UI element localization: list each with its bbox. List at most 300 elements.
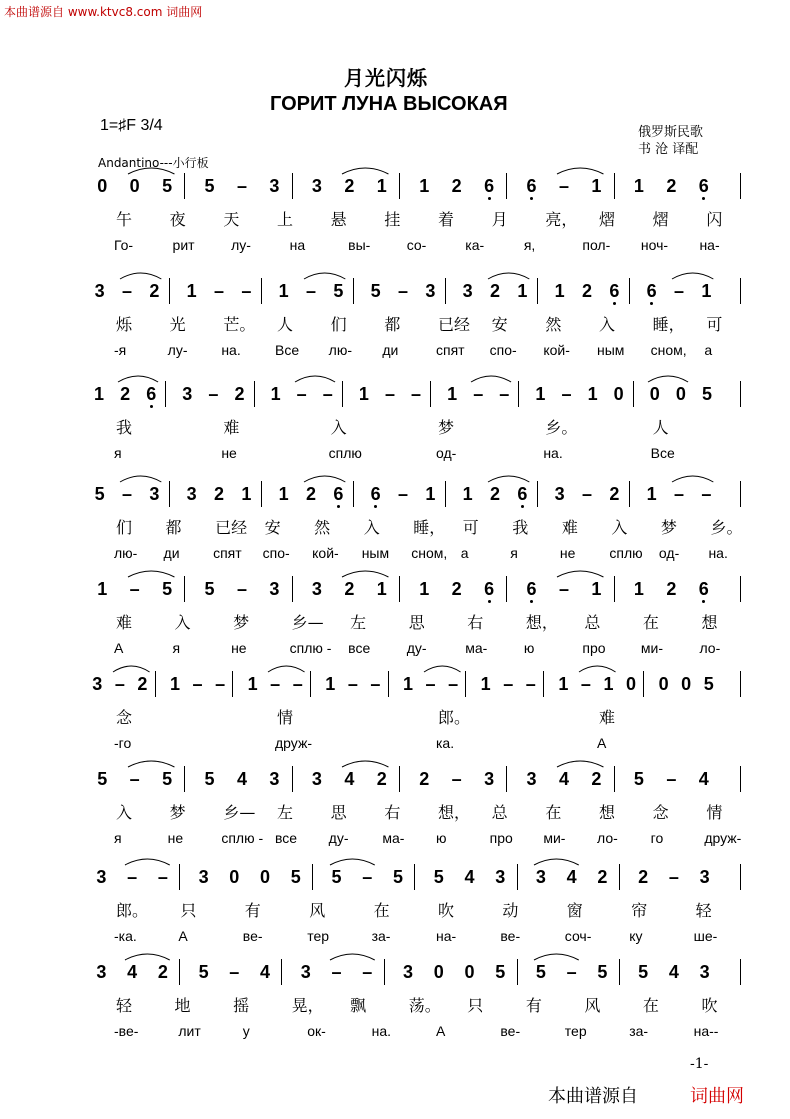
lyric-russian: ло- xyxy=(597,830,618,846)
note xyxy=(375,175,389,197)
tempo-marking: Andantino---小行板 xyxy=(98,156,209,170)
note-digit: 3 xyxy=(92,674,103,694)
bar-line xyxy=(399,173,400,199)
note xyxy=(589,578,603,600)
note xyxy=(698,866,712,888)
note-digit: 5 xyxy=(162,579,173,599)
note-digit: 3 xyxy=(699,962,710,982)
note-digit: 1 xyxy=(376,579,387,599)
note-digit: 5 xyxy=(495,962,506,982)
bar-line xyxy=(310,671,311,697)
lyric-chinese: 摇 xyxy=(233,996,250,1015)
note xyxy=(624,673,638,695)
bar-line xyxy=(740,959,741,985)
lyric-russian: лу- xyxy=(167,342,188,358)
lyric-chinese: 只 xyxy=(180,901,197,920)
bar-line xyxy=(342,381,343,407)
lyric-chinese: 想 xyxy=(701,613,718,632)
lyric-russian: на- xyxy=(436,928,457,944)
note xyxy=(375,578,389,600)
note xyxy=(331,280,345,302)
page-number: -1- xyxy=(690,1056,709,1072)
bar-line xyxy=(633,381,634,407)
lyric-chinese: 有 xyxy=(244,901,261,920)
dash-note xyxy=(450,768,464,790)
lyric-russian: ным xyxy=(597,342,625,358)
lyric-chinese: 郎。 xyxy=(438,708,471,727)
note-digit: 1 xyxy=(535,384,546,404)
lyric-russian: -я xyxy=(114,342,127,358)
lyric-chinese: 风 xyxy=(584,996,601,1015)
dash-note xyxy=(235,578,249,600)
lyric-chinese: 荡。 xyxy=(408,996,441,1015)
dash-note xyxy=(125,866,139,888)
lyric-chinese: 梦 xyxy=(169,803,186,822)
lyric-chinese: 亮， xyxy=(545,210,578,229)
note-digit: 3 xyxy=(526,769,537,789)
lyric-chinese: 光 xyxy=(169,315,186,334)
note-digit: 0 xyxy=(464,962,475,982)
note xyxy=(595,866,609,888)
lyric-russian: ка. xyxy=(436,735,455,751)
low-octave-dot xyxy=(530,197,533,200)
note-digit: 0 xyxy=(260,867,271,887)
low-octave-dot xyxy=(650,302,653,305)
lyric-chinese: 难 xyxy=(599,708,616,727)
slur xyxy=(470,373,512,383)
lyric-russian: сплю - xyxy=(289,640,332,656)
lyric-chinese: 在 xyxy=(373,901,390,920)
key-signature: 1=♯F 3/4 xyxy=(100,117,163,134)
note-digit: 1 xyxy=(376,176,387,196)
note-digit: – xyxy=(425,674,436,694)
note xyxy=(700,383,714,405)
note-digit: 1 xyxy=(462,484,473,504)
note xyxy=(586,383,600,405)
note-digit: 1 xyxy=(517,281,528,301)
dash-note xyxy=(471,383,485,405)
note xyxy=(277,483,291,505)
lyric-chinese: 然 xyxy=(314,518,331,537)
lyric-chinese: 动 xyxy=(502,901,519,920)
note-digit: 6 xyxy=(526,176,537,196)
lyric-russian: ноч- xyxy=(640,237,669,253)
note-digit: 5 xyxy=(162,769,173,789)
note xyxy=(147,483,161,505)
note-digit: – xyxy=(525,674,536,694)
lyric-russian: сплю xyxy=(328,445,362,461)
lyric-chinese: 人 xyxy=(277,315,294,334)
note-digit: 1 xyxy=(591,579,602,599)
dash-note xyxy=(291,673,305,695)
lyric-russian: пол- xyxy=(582,237,611,253)
lyric-russian: ве- xyxy=(242,928,263,944)
note-digit: – xyxy=(673,484,684,504)
note-digit: – xyxy=(558,579,569,599)
bar-line xyxy=(399,576,400,602)
dash-note xyxy=(227,961,241,983)
note-digit: 2 xyxy=(157,962,168,982)
note-digit: – xyxy=(668,867,679,887)
low-octave-dot xyxy=(150,405,153,408)
lyric-chinese: 睡， xyxy=(413,518,446,537)
note-digit: 2 xyxy=(609,484,620,504)
note-digit: 1 xyxy=(169,674,180,694)
note xyxy=(645,483,659,505)
lyric-chinese: 吹 xyxy=(438,901,455,920)
note-digit: – xyxy=(370,674,381,694)
note xyxy=(417,175,431,197)
lyric-russian: а xyxy=(460,545,469,561)
lyric-russian: спо- xyxy=(262,545,290,561)
note-digit: 1 xyxy=(402,674,413,694)
lyric-chinese: 安 xyxy=(264,518,281,537)
lyric-russian: ю xyxy=(523,640,535,656)
lyric-russian: ок- xyxy=(307,1023,326,1039)
note-digit: – xyxy=(397,484,408,504)
note xyxy=(233,383,247,405)
note xyxy=(267,578,281,600)
note xyxy=(269,383,283,405)
lyric-chinese: 总 xyxy=(584,613,601,632)
slur xyxy=(119,270,162,280)
note xyxy=(450,578,464,600)
lyric-chinese: 熠 xyxy=(599,210,616,229)
bar-line xyxy=(537,278,538,304)
lyric-chinese: 梦 xyxy=(233,613,250,632)
note xyxy=(580,280,594,302)
note xyxy=(310,768,324,790)
note-digit: 6 xyxy=(146,384,157,404)
slur xyxy=(647,373,689,383)
note-digit: 2 xyxy=(344,579,355,599)
slur xyxy=(303,270,346,280)
low-octave-dot xyxy=(702,197,705,200)
note xyxy=(664,578,678,600)
note-digit: – xyxy=(121,484,132,504)
note-digit: 1 xyxy=(278,281,289,301)
note xyxy=(203,768,217,790)
note-digit: – xyxy=(673,281,684,301)
note-digit: 3 xyxy=(149,484,160,504)
lyric-russian: у xyxy=(242,1023,250,1039)
bar-line xyxy=(614,173,615,199)
note-digit: 1 xyxy=(554,281,565,301)
note-digit: 3 xyxy=(425,281,436,301)
bar-line xyxy=(384,959,385,985)
note xyxy=(493,866,507,888)
bar-line xyxy=(740,278,741,304)
bar-line xyxy=(614,576,615,602)
lyric-russian: я xyxy=(114,445,122,461)
low-octave-dot xyxy=(374,505,377,508)
dash-note xyxy=(113,673,127,695)
note xyxy=(168,673,182,695)
note-digit: 1 xyxy=(325,674,336,694)
note-digit: 1 xyxy=(558,674,569,694)
bar-line xyxy=(517,959,518,985)
lyric-russian: друж- xyxy=(275,735,312,751)
lyric-chinese: 入 xyxy=(174,613,191,632)
lyric-chinese: 入 xyxy=(116,803,133,822)
lyric-russian: соч- xyxy=(564,928,592,944)
lyric-chinese: 乡。 xyxy=(545,418,578,437)
note xyxy=(369,280,383,302)
lyric-russian: на. xyxy=(543,445,563,461)
note-digit: 3 xyxy=(311,769,322,789)
note-digit: 0 xyxy=(658,674,669,694)
note xyxy=(515,280,529,302)
note-digit: 2 xyxy=(581,281,592,301)
lyric-chinese: 人 xyxy=(652,418,669,437)
note-digit: 6 xyxy=(517,484,528,504)
note-digit: 4 xyxy=(558,769,569,789)
dash-note xyxy=(304,280,318,302)
lyric-chinese: 窗 xyxy=(566,901,583,920)
note-digit: – xyxy=(127,867,138,887)
note-digit: 4 xyxy=(236,769,247,789)
dash-note xyxy=(396,280,410,302)
note-digit: 3 xyxy=(300,962,311,982)
lyric-russian: лю- xyxy=(328,342,352,358)
dash-note xyxy=(156,866,170,888)
note xyxy=(657,673,671,695)
note-digit: – xyxy=(581,484,592,504)
note-digit: 4 xyxy=(566,867,577,887)
note-digit: 0 xyxy=(613,384,624,404)
note xyxy=(277,280,291,302)
note-digit: 1 xyxy=(633,579,644,599)
note xyxy=(391,866,405,888)
lyric-russian: я xyxy=(510,545,518,561)
note-digit: 2 xyxy=(149,281,160,301)
lyric-russian: -го xyxy=(114,735,132,751)
note xyxy=(299,961,313,983)
dash-note xyxy=(120,280,134,302)
note xyxy=(95,175,109,197)
note xyxy=(417,768,431,790)
lyric-russian: про xyxy=(489,830,513,846)
lyric-chinese: 乡— xyxy=(223,803,256,822)
dash-note xyxy=(128,578,142,600)
lyric-russian: спят xyxy=(213,545,242,561)
footer-site-name: 词曲网 xyxy=(690,1086,744,1107)
note xyxy=(258,866,272,888)
lyric-chinese: 熠 xyxy=(652,210,669,229)
note-digit: 5 xyxy=(97,769,108,789)
note-digit: – xyxy=(362,962,373,982)
note xyxy=(185,280,199,302)
lyric-russian: лу- xyxy=(231,237,251,253)
dash-note xyxy=(557,175,571,197)
note xyxy=(423,280,437,302)
lyric-russian: сном, xyxy=(650,342,687,358)
note-digit: – xyxy=(322,384,333,404)
note-digit: – xyxy=(305,281,316,301)
note-digit: 5 xyxy=(638,962,649,982)
lyric-chinese: 地 xyxy=(174,996,191,1015)
note-digit: 5 xyxy=(535,962,546,982)
note-digit: 3 xyxy=(96,867,107,887)
lyric-russian: ка- xyxy=(465,237,485,253)
low-octave-dot xyxy=(702,600,705,603)
note xyxy=(636,866,650,888)
dash-note xyxy=(497,383,511,405)
notation-row xyxy=(0,673,790,765)
lyric-russian: вы- xyxy=(348,237,371,253)
bar-line xyxy=(353,481,354,507)
note-digit: 1 xyxy=(270,384,281,404)
lyric-chinese: 飘 xyxy=(350,996,367,1015)
note-digit: – xyxy=(215,674,226,694)
lyric-chinese: 天 xyxy=(223,210,240,229)
bar-line xyxy=(399,766,400,792)
lyric-chinese: 有 xyxy=(525,996,542,1015)
bar-line xyxy=(184,766,185,792)
lyric-chinese: 安 xyxy=(491,315,508,334)
bar-line xyxy=(740,481,741,507)
note-digit: 2 xyxy=(234,384,245,404)
lyric-russian: я xyxy=(172,640,181,656)
note-digit: – xyxy=(192,674,203,694)
lyric-chinese: 已经 xyxy=(215,518,248,537)
note xyxy=(445,383,459,405)
note xyxy=(601,673,615,695)
slur xyxy=(341,165,389,175)
note-digit: 2 xyxy=(451,176,462,196)
lyric-russian: ми- xyxy=(640,640,664,656)
slur xyxy=(671,270,714,280)
lyric-russian: ным xyxy=(361,545,390,561)
note-digit: 0 xyxy=(675,384,686,404)
note-digit: 5 xyxy=(433,867,444,887)
bar-line xyxy=(388,671,389,697)
lyric-chinese: 着 xyxy=(438,210,455,229)
note-digit: – xyxy=(411,384,422,404)
lyric-chinese: 想， xyxy=(438,803,471,822)
lyric-chinese: 想， xyxy=(525,613,558,632)
note-digit: – xyxy=(129,769,140,789)
dash-note xyxy=(191,673,205,695)
note xyxy=(185,483,199,505)
note xyxy=(525,578,539,603)
note xyxy=(180,383,194,405)
bar-line xyxy=(537,481,538,507)
lyric-chinese: 乡— xyxy=(291,613,324,632)
lyric-russian: не xyxy=(167,830,184,846)
notation-row xyxy=(0,866,790,958)
note xyxy=(432,961,446,983)
notation-row xyxy=(0,483,790,575)
lyric-chinese: 都 xyxy=(165,518,182,537)
note xyxy=(401,961,415,983)
lyric-chinese: 郎。 xyxy=(116,901,149,920)
note xyxy=(702,673,716,695)
lyric-russian: все xyxy=(348,640,371,656)
bar-line xyxy=(619,864,620,890)
note-digit: 5 xyxy=(701,384,712,404)
lyric-russian: А xyxy=(436,1023,446,1039)
lyric-russian: на-- xyxy=(693,1023,719,1039)
note xyxy=(93,280,107,302)
note xyxy=(607,483,621,505)
note xyxy=(246,673,260,695)
lyric-russian: я xyxy=(114,830,122,846)
note-digit: 1 xyxy=(701,281,712,301)
note xyxy=(90,673,104,695)
lyric-russian: А xyxy=(114,640,124,656)
note-digit: – xyxy=(129,579,140,599)
note xyxy=(369,483,383,508)
dash-note xyxy=(396,483,410,505)
lyric-chinese: 想 xyxy=(599,803,616,822)
note xyxy=(310,578,324,600)
lyric-chinese: 梦 xyxy=(438,418,455,437)
bar-line xyxy=(414,864,415,890)
note-digit: – xyxy=(448,674,459,694)
note-digit: – xyxy=(331,962,342,982)
lyric-russian: все xyxy=(275,830,298,846)
notation-row xyxy=(0,175,790,267)
note xyxy=(595,961,609,983)
low-octave-dot xyxy=(488,600,491,603)
note xyxy=(534,961,548,983)
lyric-chinese: 入 xyxy=(599,315,616,334)
note xyxy=(607,280,621,305)
lyric-russian: ю xyxy=(436,830,447,846)
bar-line xyxy=(312,864,313,890)
note-digit: – xyxy=(236,176,247,196)
note-digit: 5 xyxy=(162,176,173,196)
lyric-chinese: 念 xyxy=(652,803,669,822)
note xyxy=(95,768,109,790)
note-digit: 2 xyxy=(597,867,608,887)
note-digit: 5 xyxy=(198,962,209,982)
note xyxy=(697,175,711,200)
lyric-chinese: 风 xyxy=(309,901,326,920)
lyric-chinese: 左 xyxy=(277,803,294,822)
note xyxy=(482,578,496,603)
lyric-russian: ду- xyxy=(406,640,427,656)
bar-line xyxy=(445,278,446,304)
note-digit: 2 xyxy=(419,769,430,789)
slur xyxy=(294,373,336,383)
note xyxy=(525,175,539,200)
dash-note xyxy=(213,673,227,695)
note-digit: 1 xyxy=(241,484,252,504)
note xyxy=(95,578,109,600)
note xyxy=(632,578,646,600)
note xyxy=(462,866,476,888)
note-digit: 1 xyxy=(419,176,430,196)
lyric-chinese: 都 xyxy=(384,315,401,334)
lyric-russian: кой- xyxy=(312,545,339,561)
note xyxy=(239,483,253,505)
dash-note xyxy=(446,673,460,695)
lyric-chinese: 入 xyxy=(330,418,347,437)
dash-note xyxy=(330,961,344,983)
note xyxy=(636,961,650,983)
bar-line xyxy=(165,381,166,407)
lyric-russian: на. xyxy=(371,1023,392,1039)
note xyxy=(156,961,170,983)
note-digit: 1 xyxy=(447,384,458,404)
note-digit: – xyxy=(270,674,281,694)
note xyxy=(488,280,502,302)
bar-line xyxy=(184,576,185,602)
bar-line xyxy=(179,864,180,890)
note xyxy=(461,483,475,505)
